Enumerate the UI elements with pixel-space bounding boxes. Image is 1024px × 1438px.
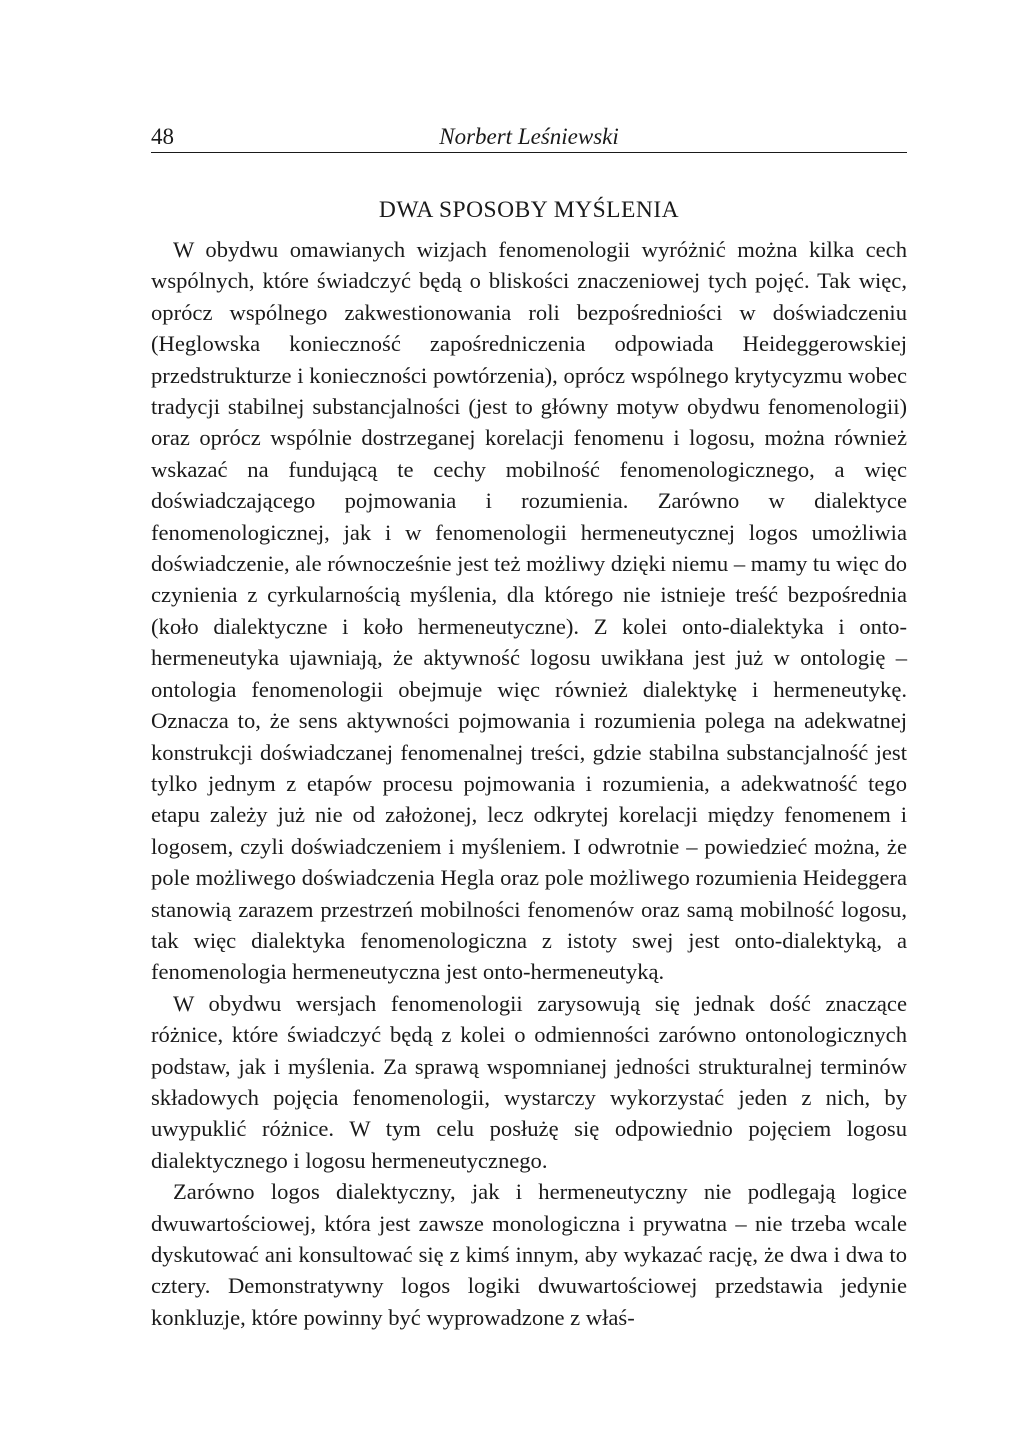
paragraph: W obydwu wersjach fenomenologii zarysowują się jednak dość znaczące różnice, które świadczyć będą z kolei o odmienności zarówno ontonologicznych podstaw, jak i myślenia. Za sprawą wspomnianej jedności strukturalnej terminów składowych pojęcia fenomenologii, wystarczy wykorzystać jeden z nich, by uwypuklić różnice. W tym celu posłużę się odpowiednio pojęciem logosu dialektycznego i logosu hermeneutycznego. [151, 990, 907, 1173]
book-page [151, 118, 907, 1333]
section-title: DWA SPOSOBY MYŚLENIA [378, 197, 680, 223]
running-title: Norbert Leśniewski [439, 124, 619, 149]
paragraph: W obydwu omawianych wizjach fenomenologii wyróżnić można kilka cech wspólnych, które świadczyć będą o bliskości znaczeniowej tych pojęć. Tak więc, oprócz wspólnego zakwestionowania roli bezpośredniości w doświadczeniu (Heglowska konieczność zapośredniczenia odpowiada Heideggerowskiej przedstrukturze i konieczności powtórzenia), oprócz wspólnego krytycyzmu wobec tradycji stabilnej substancjalności (jest to główny motyw obydwu fenomenologii) oraz oprócz wspólnie dostrzeganej korelacji fenomenu i logosu, można również wskazać na fundującą te cechy mobilność fenomenologicznego, a więc doświadczającego pojmowania i rozumienia. Zarówno w dialektyce fenomenologicznej, jak i w fenomenologii hermeneutycznej logos umożliwia doświadczenie, ale równocześnie jest też możliwy dzięki niemu – mamy tu więc do czynienia z cyrkularnością myślenia, dla którego nie istnieje treść bezpośrednia (koło dialektyczne i koło hermeneutyczne). Z kolei onto-dialektyka i onto-hermeneutyka ujawniają, że aktywność logosu uwikłana jest już w ontologię – ontologia fenomenologii obejmuje więc również dialektykę i hermeneutykę. Oznacza to, że sens aktywności pojmowania i rozumienia polega na adekwatnej konstrukcji doświadczanej fenomenalnej treści, gdzie stabilna substancjalność jest tylko jednym z etapów procesu pojmowania i rozumienia, a adekwatność tego etapu zależy już nie od założonej, lecz odkrytej korelacji między fenomenem i logosem, czyli doświadczeniem i myśleniem. I odwrotnie – powiedzieć można, że pole możliwego doświadczenia Hegla oraz pole możliwego rozumienia Heideggera stanowią zarazem przestrzeń mobilności fenomenów oraz samą mobilność logosu, tak więc dialektyka fenomenologiczna z istoty swej jest onto-dialektyką, a fenomenologia hermeneutyczna jest onto-hermeneutyką. [151, 237, 908, 985]
page-number: 48 [151, 124, 174, 149]
paragraph: Zarówno logos dialektyczny, jak i hermeneutyczny nie podlegają logice dwuwartościowej, która jest zawsze monologiczna i prywatna – nie trzeba wcale dyskutować ani konsultować się z kimś innym, aby wykazać rację, że dwa i dwa to cztery. Demonstratywny logos logiki dwuwartościowej przedstawia jedynie konkluzje, które powinny być wyprowadzone z właś- [151, 1179, 907, 1330]
body-text [151, 234, 907, 1333]
running-head [151, 118, 907, 153]
